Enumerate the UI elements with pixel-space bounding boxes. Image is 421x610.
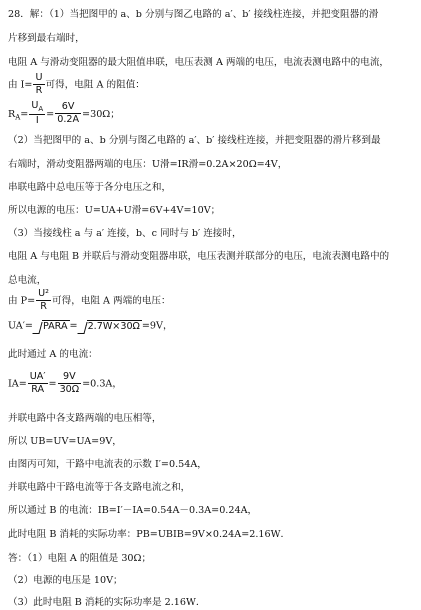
solution-line-9: 所以电源的电压：U=UA+U滑=6V+4V=10V；: [8, 205, 221, 216]
solution-line-11: 电阻 A 与电阻 B 并联后与滑动变阻器串联，电压表测并联部分的电压，电流表测电路中的: [8, 251, 390, 262]
numerator: U: [35, 72, 43, 83]
subscript: A: [15, 113, 21, 122]
fraction-ua-over-i: [29, 101, 45, 126]
radicand: 2.7W×30Ω: [87, 321, 140, 332]
solution-line-18: 所以 UB=UV=UA=9V，: [8, 436, 122, 447]
numerator: 9V: [58, 372, 82, 384]
text: =9V，: [141, 320, 173, 332]
fraction-u2-over-r: [36, 289, 51, 311]
denominator: R: [35, 84, 43, 96]
text: R: [8, 108, 16, 120]
text: =30Ω；: [82, 108, 120, 120]
solution-line-15: 此时通过 A 的电流：: [8, 349, 98, 360]
solution-line-20: 并联电路中干路电流等于各支路电流之和，: [8, 482, 191, 493]
formula-resistance-a: [8, 102, 120, 127]
denominator: I: [35, 114, 39, 126]
text: =: [48, 378, 57, 390]
text: =0.3A，: [82, 378, 122, 390]
solution-line-17: 并联电路中各支路两端的电压相等，: [8, 413, 162, 424]
solution-line-1: 28．解：（1）当把图甲的 a、b 分别与图乙电路的 a′、b′ 接线柱连接，并把变阻器的滑: [8, 9, 379, 20]
formula-power: [8, 290, 171, 312]
square-root-values: [79, 320, 142, 332]
denominator: 0.2A: [57, 113, 80, 125]
text: 可得，电阻 A 的阻值：: [45, 79, 145, 91]
denominator: 30Ω: [59, 383, 80, 395]
fraction-6v-over-0.2a: [55, 102, 81, 124]
numerator: UA′: [29, 371, 46, 382]
text: 由 I=: [8, 79, 33, 91]
text: 可得，电阻 A 两端的电压：: [52, 295, 171, 307]
formula-current-a: [8, 373, 122, 395]
fraction-ua-over-ra: [28, 372, 48, 394]
text: UA′=: [8, 320, 33, 332]
denominator: RA: [31, 383, 45, 395]
solution-line-6: （2）当把图甲的 a、b 分别与图乙电路的 a′、b′ 接线柱连接，并把变阻器的滑片移到最: [8, 135, 381, 146]
numerator-subscript: A: [38, 104, 44, 113]
solution-line-12: 总电流，: [8, 275, 47, 286]
solution-line-2: 片移到最右端时，: [8, 33, 85, 44]
numerator: [29, 101, 45, 115]
numerator: U²: [38, 288, 50, 299]
radicand: PARA: [42, 321, 68, 332]
formula-voltage-a: [8, 320, 173, 332]
solution-line-19: 由图丙可知，干路中电流表的示数 I′=0.54A，: [8, 459, 207, 470]
solution-line-10: （3）当接线柱 a 与 a′ 连接，b、c 同时与 b′ 连接时，: [8, 228, 242, 239]
answer-line-1: 答：（1）电阻 A 的阻值是 30Ω；: [8, 553, 152, 564]
solution-line-7: 右端时，滑动变阻器两端的电压：U滑=IR滑=0.2A×20Ω=4V，: [8, 159, 288, 170]
fraction-u-over-r: [33, 73, 44, 95]
fraction-9v-over-30ohm: [58, 372, 82, 394]
solution-line-22: 此时电阻 B 消耗的实际功率：PB=UBIB=9V×0.24A=2.16W．: [8, 529, 291, 540]
answer-line-2: （2）电源的电压是 10V；: [8, 575, 123, 586]
text: =: [20, 108, 29, 120]
text: 由 P=: [8, 295, 36, 307]
solution-line-21: 所以通过 B 的电流：IB=I′－IA=0.54A－0.3A=0.24A，: [8, 505, 258, 516]
text: =: [69, 320, 78, 332]
solution-line-8: 串联电路中总电压等于各分电压之和，: [8, 182, 172, 193]
numerator-symbol: U: [31, 100, 39, 111]
answer-line-3: （3）此时电阻 B 消耗的实际功率是 2.16W．: [8, 597, 206, 608]
text: =: [46, 108, 55, 120]
solution-line-3: 电阻 A 与滑动变阻器的最大阻值串联，电压表测 A 两端的电压，电流表测电路中的电流，: [8, 57, 390, 68]
square-root-pa-ra: [34, 320, 70, 332]
numerator: 6V: [55, 102, 81, 114]
text: IA=: [8, 378, 27, 390]
formula-ohms-law: [8, 74, 145, 96]
denominator: R: [40, 300, 47, 312]
